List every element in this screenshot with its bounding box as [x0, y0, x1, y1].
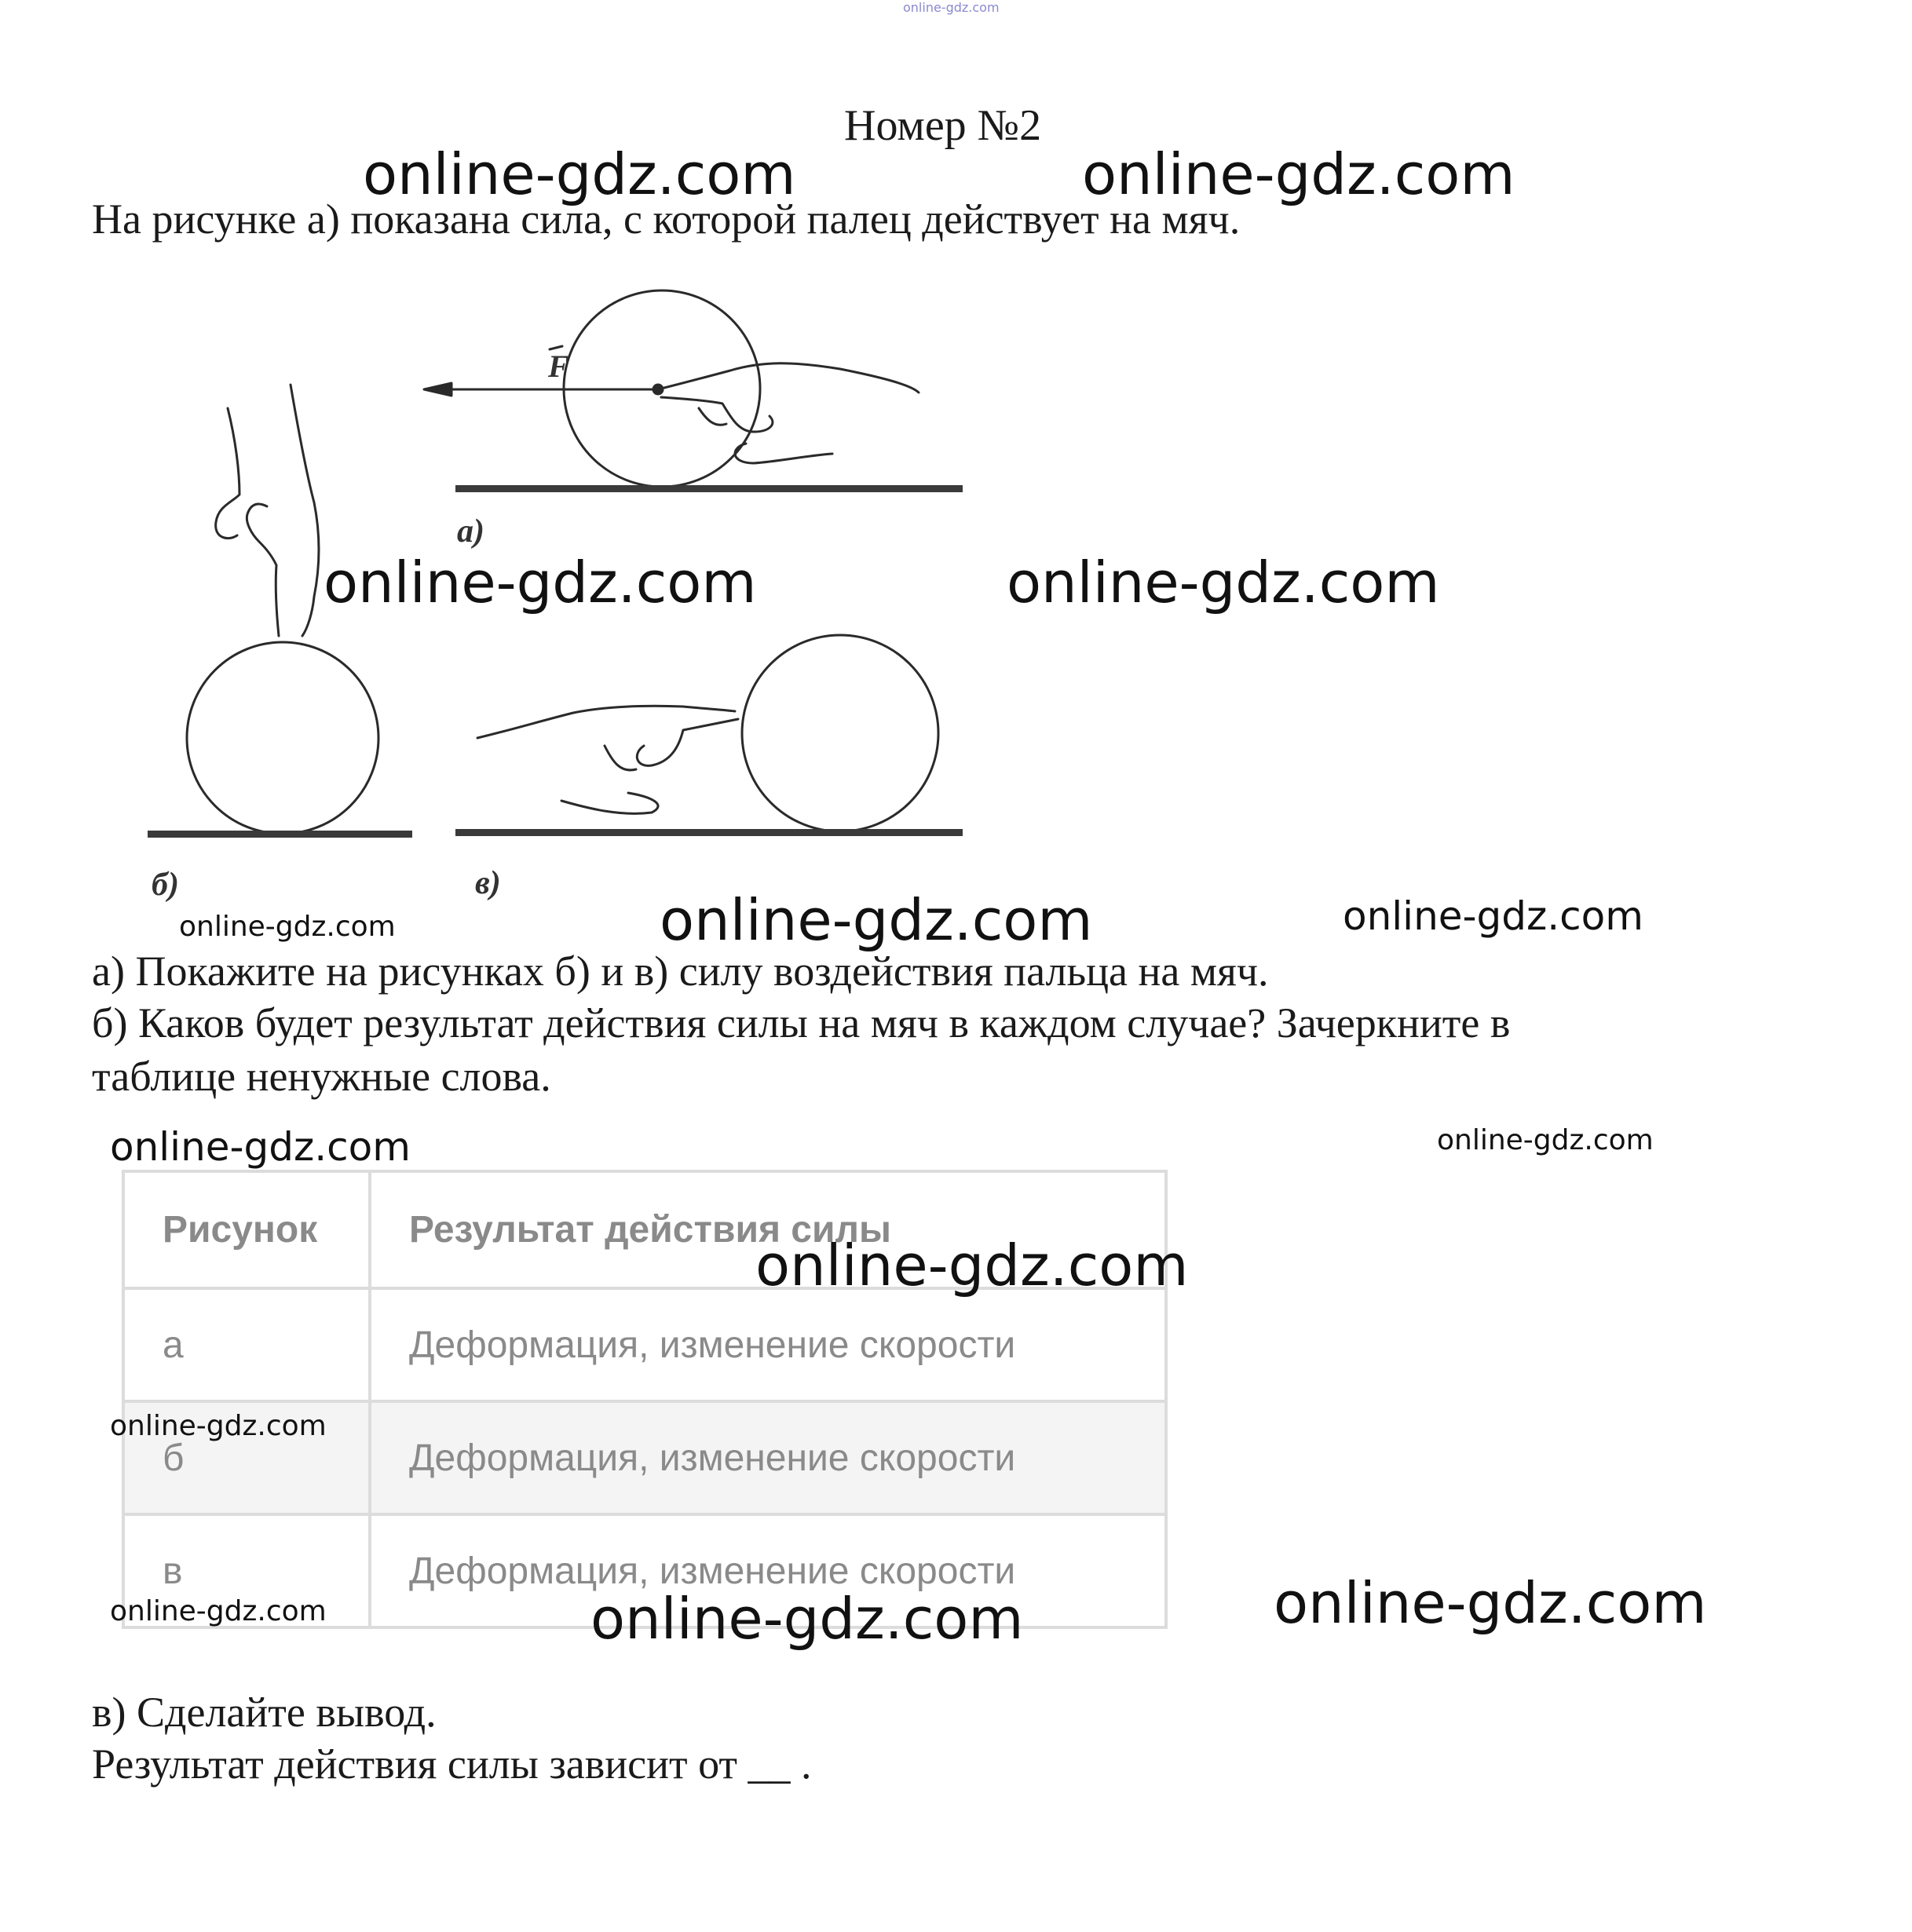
table-row	[123, 1288, 1166, 1401]
question-b-line-1: б) Каков будет результат действия силы на мяч в каждом случае? Зачеркните в	[92, 999, 1511, 1046]
watermark: online-gdz.com	[1007, 550, 1440, 615]
figure-label-b: б)	[152, 867, 179, 903]
pointing-hand-a	[658, 363, 919, 463]
watermark: online-gdz.com	[755, 1233, 1189, 1298]
ground-b	[148, 831, 412, 838]
ball-v	[742, 635, 938, 831]
watermark: online-gdz.com	[110, 1595, 327, 1627]
watermark: online-gdz.com	[1343, 893, 1643, 939]
ground-v	[455, 829, 963, 836]
intro-text: На рисунке а) показана сила, с которой палец действует на мяч.	[92, 195, 1241, 243]
conclusion-prompt: в) Сделайте вывод.	[92, 1689, 437, 1736]
watermark: online-gdz.com	[363, 141, 796, 207]
page-title: Номер №2	[844, 101, 1042, 150]
watermark: online-gdz.com	[110, 1124, 411, 1170]
watermark: online-gdz.com	[1437, 1124, 1654, 1156]
table-header-cell: Рисунок	[123, 1171, 370, 1288]
question-b-line-2: таблице ненужные слова.	[92, 1053, 551, 1100]
conclusion-sentence: Результат действия силы зависит от __ .	[92, 1740, 812, 1788]
watermark: online-gdz.com	[179, 911, 396, 943]
watermark: online-gdz.com	[1082, 141, 1515, 207]
watermark: online-gdz.com	[110, 1410, 327, 1442]
table-cell: Деформация, изменение скорости	[370, 1514, 1166, 1627]
force-label: F	[548, 349, 569, 384]
figure-label-a: а)	[457, 513, 484, 550]
watermark: online-gdz.com	[660, 887, 1093, 953]
question-a: а) Покажите на рисунках б) и в) силу воздействия пальца на мяч.	[92, 948, 1269, 995]
force-arrow-head	[424, 383, 451, 396]
table-cell: Деформация, изменение скорости	[370, 1401, 1166, 1514]
table-header-cell: Результат действия силы	[370, 1171, 1166, 1288]
watermark: online-gdz.com	[1274, 1570, 1707, 1636]
watermark: online-gdz.com	[324, 550, 757, 615]
watermark: online-gdz.com	[590, 1586, 1024, 1652]
ball-b	[187, 642, 378, 834]
pointing-hand-b	[216, 385, 319, 636]
ground-a	[455, 485, 963, 492]
table-cell: в	[123, 1514, 370, 1627]
table-cell: Деформация, изменение скорости	[370, 1288, 1166, 1401]
table-cell: б	[123, 1401, 370, 1514]
table-cell: а	[123, 1288, 370, 1401]
top-watermark: online-gdz.com	[903, 0, 1000, 15]
figure-label-v: в)	[475, 865, 501, 901]
pointing-hand-v	[477, 706, 738, 813]
